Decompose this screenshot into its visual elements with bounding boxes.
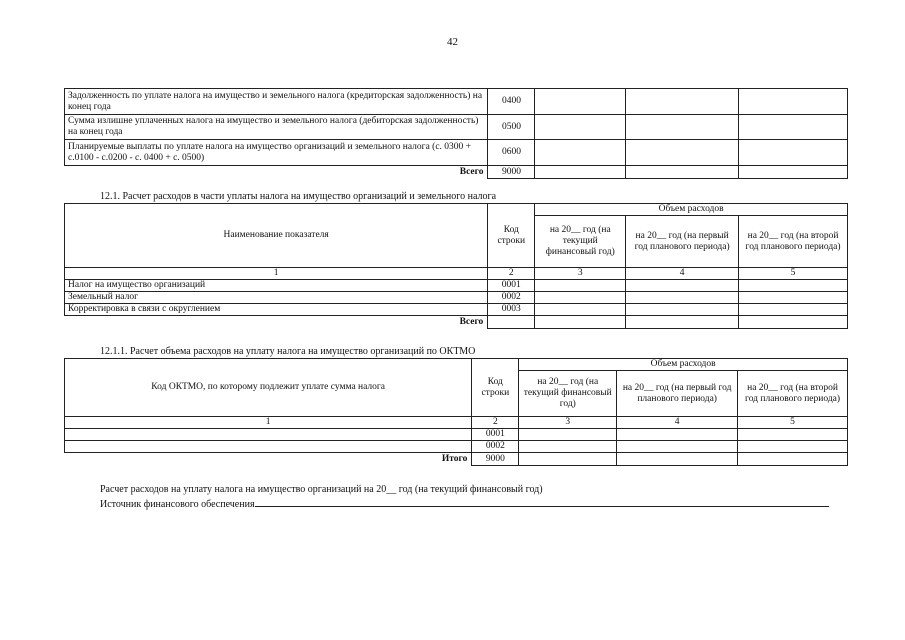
value-cell <box>535 292 626 304</box>
col-year2-header: на 20__ год (на первый год планового периода) <box>617 371 738 417</box>
column-number: 4 <box>626 268 739 280</box>
value-cell <box>617 441 738 453</box>
row-code: 0002 <box>472 441 519 453</box>
row-code: 0001 <box>488 280 535 292</box>
section-12-1-title: 12.1. Расчет расходов в части уплаты налога на имущество организаций и земельного налога <box>100 191 497 202</box>
row-code: 0003 <box>488 304 535 316</box>
col-name-header: Наименование показателя <box>65 204 488 268</box>
column-number: 3 <box>535 268 626 280</box>
row-name: Сумма излишне уплаченных налога на имущество и земельного налога (дебиторская задолженность) на конец года <box>65 115 488 140</box>
footer-line-2 <box>100 496 841 510</box>
header-row <box>65 204 848 216</box>
total-row <box>65 453 848 466</box>
column-number: 2 <box>488 268 535 280</box>
value-cell <box>738 453 848 466</box>
row-name: Корректировка в связи с округлением <box>65 304 488 316</box>
row-code: 0002 <box>488 292 535 304</box>
value-cell <box>535 89 626 115</box>
value-cell <box>626 140 739 166</box>
row-code: 0500 <box>488 115 535 140</box>
value-cell <box>626 115 739 140</box>
total-code: 9000 <box>472 453 519 466</box>
value-cell <box>626 316 739 329</box>
table-row <box>65 140 848 166</box>
value-cell <box>535 115 626 140</box>
row-name: Налог на имущество организаций <box>65 280 488 292</box>
row-name: Земельный налог <box>65 292 488 304</box>
value-cell <box>535 280 626 292</box>
row-name <box>65 441 472 453</box>
column-number: 3 <box>519 417 617 429</box>
value-cell <box>535 140 626 166</box>
row-code: 0400 <box>488 89 535 115</box>
value-cell <box>739 115 848 140</box>
value-cell <box>738 429 848 441</box>
value-cell <box>739 316 848 329</box>
row-name: Задолженность по уплате налога на имущество и земельного налога (кредиторская задолженность) на конец года <box>65 89 488 115</box>
value-cell <box>739 280 848 292</box>
column-number: 2 <box>472 417 519 429</box>
column-number: 5 <box>739 268 848 280</box>
value-cell <box>739 166 848 179</box>
col-year1-header: на 20__ год (на текущий финансовый год) <box>535 216 626 268</box>
value-cell <box>739 304 848 316</box>
col-volume-header: Объем расходов <box>519 359 848 371</box>
table-row <box>65 292 848 304</box>
value-cell <box>739 292 848 304</box>
value-cell <box>626 280 739 292</box>
total-label: Всего <box>459 166 484 177</box>
value-cell <box>519 441 617 453</box>
funding-source-label: Источник финансового обеспечения <box>100 499 255 510</box>
value-cell <box>626 166 739 179</box>
total-row <box>65 166 848 179</box>
value-cell <box>739 140 848 166</box>
footer-line-1: Расчет расходов на уплату налога на имущество организаций на 20__ год (на текущий финансовый год) <box>100 484 543 495</box>
table-12-1 <box>64 203 848 329</box>
value-cell <box>617 429 738 441</box>
funding-source-blank <box>255 496 829 507</box>
value-cell <box>535 166 626 179</box>
total-code <box>488 316 535 329</box>
table-row <box>65 115 848 140</box>
section-12-1-1-title: 12.1.1. Расчет объема расходов на уплату налога на имущество организаций по ОКТМО <box>100 346 476 357</box>
col-year3-header: на 20__ год (на второй год планового периода) <box>739 216 848 268</box>
value-cell <box>617 453 738 466</box>
column-numbers-row <box>65 268 848 280</box>
total-label: Итого <box>441 453 468 464</box>
column-numbers-row <box>65 417 848 429</box>
table-12-1-1 <box>64 358 848 466</box>
value-cell <box>626 304 739 316</box>
col-code-header: Код строки <box>472 359 519 417</box>
page-number: 42 <box>447 36 458 48</box>
value-cell <box>519 429 617 441</box>
col-name-header: Код ОКТМО, по которому подлежит уплате сумма налога <box>65 359 472 417</box>
column-number: 4 <box>617 417 738 429</box>
value-cell <box>535 316 626 329</box>
col-year3-header: на 20__ год (на второй год планового периода) <box>738 371 848 417</box>
col-code-header: Код строки <box>488 204 535 268</box>
value-cell <box>739 89 848 115</box>
table-debt <box>64 88 848 179</box>
value-cell <box>626 292 739 304</box>
table-row <box>65 89 848 115</box>
row-name: Планируемые выплаты по уплате налога на имущество организаций и земельного налога (с. 0300 + с.0100 - с.0200 - с. 0400 + с. 0500) <box>65 140 488 166</box>
col-year1-header: на 20__ год (на текущий финансовый год) <box>519 371 617 417</box>
column-number: 1 <box>65 417 472 429</box>
value-cell <box>535 304 626 316</box>
column-number: 5 <box>738 417 848 429</box>
row-code: 0600 <box>488 140 535 166</box>
total-label: Всего <box>459 316 484 327</box>
table-row <box>65 429 848 441</box>
total-code: 9000 <box>488 166 535 179</box>
total-row <box>65 316 848 329</box>
table-row <box>65 280 848 292</box>
value-cell <box>738 441 848 453</box>
column-number: 1 <box>65 268 488 280</box>
row-name <box>65 429 472 441</box>
value-cell <box>519 453 617 466</box>
table-row <box>65 304 848 316</box>
col-volume-header: Объем расходов <box>535 204 848 216</box>
header-row <box>65 359 848 371</box>
value-cell <box>626 89 739 115</box>
table-row <box>65 441 848 453</box>
col-year2-header: на 20__ год (на первый год планового периода) <box>626 216 739 268</box>
row-code: 0001 <box>472 429 519 441</box>
